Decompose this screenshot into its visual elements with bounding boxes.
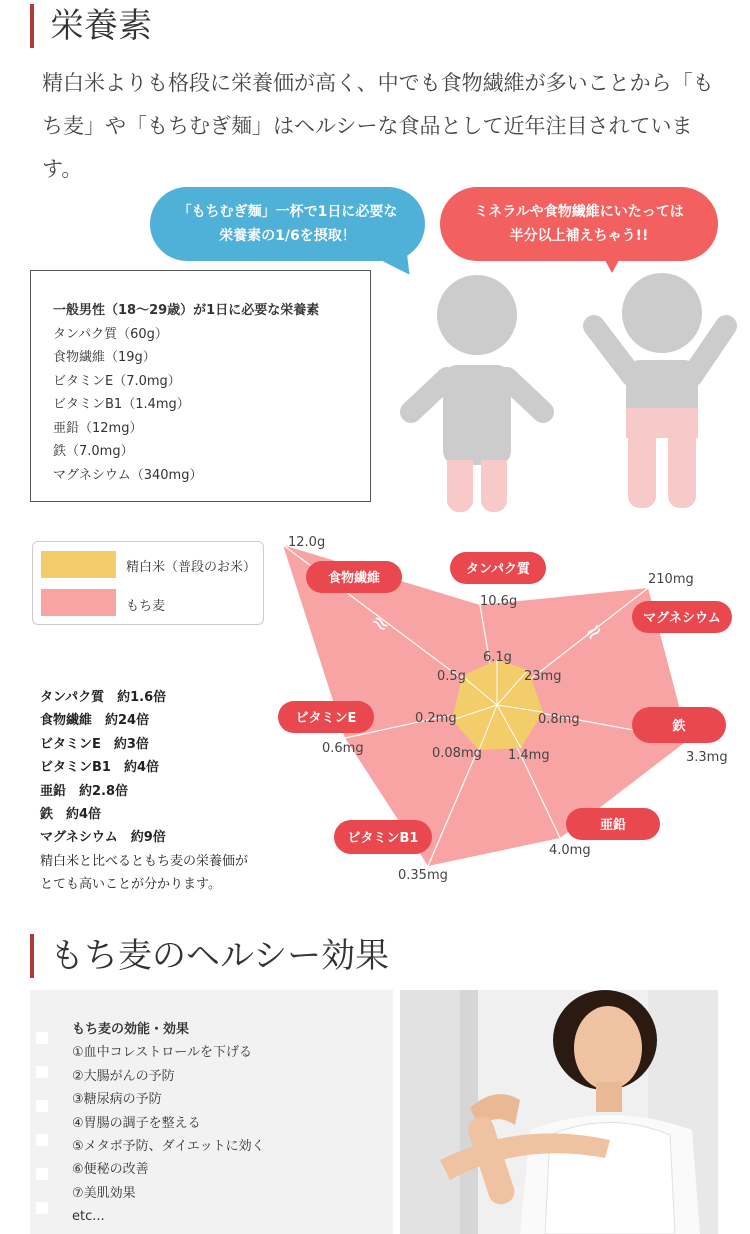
bubble-red-line1: ミネラルや食物繊維にいたっては <box>474 204 684 220</box>
ratio-item: ビタミンB1 約4倍 <box>40 760 159 776</box>
requirement-item: タンパク質（60g） <box>53 326 168 342</box>
benefit-item: ⑥便秘の改善 <box>72 1162 149 1178</box>
value-label-zinc-mochimugi: 4.0mg <box>549 843 591 858</box>
value-label-b1-mochimugi: 0.35mg <box>398 868 448 883</box>
bullet-square <box>36 1032 48 1044</box>
bullet-square <box>36 1066 48 1078</box>
ratio-item: 鉄 約4倍 <box>40 807 102 823</box>
axis-pill-magnesium <box>632 601 732 633</box>
chart-legend <box>32 541 264 625</box>
value-label-iron-rice: 0.8mg <box>538 712 580 727</box>
benefit-item: ①血中コレストロールを下げる <box>72 1045 253 1061</box>
axis-pill-vitamin-b1 <box>334 820 432 854</box>
section-heading-nutrients: 栄養素 <box>30 4 152 48</box>
ratio-item: 食物繊維 約24倍 <box>40 713 150 729</box>
requirement-item: ビタミンE（7.0mg） <box>53 373 181 389</box>
ratio-item: ビタミンE 約3倍 <box>40 736 149 752</box>
value-label-vite-rice: 0.2mg <box>415 711 457 726</box>
woman-stretching-photo <box>400 990 718 1234</box>
benefit-item: ⑤メタボ予防、ダイエットに効く <box>72 1139 265 1155</box>
ratio-item: マグネシウム 約9倍 <box>40 830 166 846</box>
daily-requirement-box <box>30 270 371 502</box>
legend-label-rice: 精白米（普段のお米） <box>126 560 257 575</box>
axis-label: マグネシウム <box>643 611 721 626</box>
axis-pill-vitamin-e <box>278 701 374 733</box>
axis-label: ビタミンE <box>295 711 357 726</box>
benefit-item: ②大腸がんの予防 <box>72 1068 175 1084</box>
benefit-item: etc... <box>72 1209 105 1225</box>
value-label-magnesium-rice: 23mg <box>524 669 562 684</box>
ratio-note: 精白米と比べるともち麦の栄養価が <box>40 853 249 869</box>
bullet-square <box>36 1100 48 1112</box>
requirement-item: ビタミンB1（1.4mg） <box>53 397 190 412</box>
value-label-protein-mochimugi: 10.6g <box>480 594 518 609</box>
bubble-blue-line1: 「もちむぎ麺」一杯で1日に必要な <box>177 204 398 220</box>
requirement-item: マグネシウム（340mg） <box>53 467 203 483</box>
axis-pill-protein <box>450 552 546 584</box>
person-figure-right <box>580 268 740 518</box>
photo-illustration <box>400 990 718 1234</box>
requirement-item: 鉄（7.0mg） <box>53 444 134 459</box>
axis-label: タンパク質 <box>465 562 531 577</box>
legend-swatch-rice <box>41 551 116 578</box>
requirement-item: 食物繊維（19g） <box>53 350 156 365</box>
bullet-square <box>36 1134 48 1146</box>
value-label-fiber-mochimugi: 12.0g <box>288 535 326 550</box>
axis-break-mark: ≈ <box>578 616 609 648</box>
axis-label: 食物繊維 <box>327 571 381 586</box>
value-label-protein-rice: 6.1g <box>483 650 512 665</box>
bullet-square <box>36 1168 48 1180</box>
requirement-item: 亜鉛（12mg） <box>53 420 143 436</box>
value-label-iron-mochimugi: 3.3mg <box>686 750 728 765</box>
value-label-fiber-rice: 0.5g <box>437 669 466 684</box>
benefit-item: ③糖尿病の予防 <box>72 1092 162 1108</box>
axis-label: 亜鉛 <box>599 818 627 833</box>
value-label-vite-mochimugi: 0.6mg <box>322 741 364 756</box>
bubble-red-line2: 半分以上補えちゃう!! <box>509 228 649 244</box>
axis-pill-zinc <box>566 808 660 840</box>
bullet-square <box>36 1202 48 1214</box>
ratio-list <box>40 686 248 897</box>
speech-bubble-red <box>440 187 718 261</box>
benefit-item: ④胃腸の調子を整える <box>72 1115 201 1131</box>
benefit-item: ⑦美肌効果 <box>72 1185 136 1201</box>
ratio-item: 亜鉛 約2.8倍 <box>40 783 129 799</box>
benefits-panel <box>30 990 393 1234</box>
axis-break-mark: ≈ <box>364 608 396 640</box>
benefits-list <box>72 1018 265 1229</box>
person-figure-left <box>395 270 560 515</box>
requirement-title: 一般男性（18〜29歳）が1日に必要な栄養素 <box>53 303 320 318</box>
axis-pill-fiber <box>306 561 402 593</box>
axis-label: 鉄 <box>672 719 686 734</box>
speech-bubble-blue <box>150 187 425 261</box>
value-label-zinc-rice: 1.4mg <box>508 748 550 763</box>
ratio-item: タンパク質 約1.6倍 <box>40 690 167 705</box>
value-label-magnesium-mochimugi: 210mg <box>648 572 694 587</box>
axis-label: ビタミンB1 <box>347 831 419 846</box>
ratio-note: とても高いことが分かります。 <box>40 877 221 893</box>
legend-label-mochimugi: もち麦 <box>126 599 166 614</box>
bubble-blue-line2: 栄養素の1/6を摂取！ <box>219 228 356 244</box>
intro-text: 精白米よりも格段に栄養価が高く、中でも食物繊維が多いことから「もち麦」や「もちむぎ麺」はヘルシーな食品として近年注目されています。 <box>42 71 714 181</box>
value-label-b1-rice: 0.08mg <box>432 746 482 761</box>
section-heading-health-effects: もち麦のヘルシー効果 <box>30 934 389 978</box>
legend-swatch-mochimugi <box>41 589 116 616</box>
benefits-title: もち麦の効能・効果 <box>72 1022 190 1037</box>
axis-pill-iron <box>632 707 726 743</box>
nutrient-radar-chart <box>270 530 740 890</box>
